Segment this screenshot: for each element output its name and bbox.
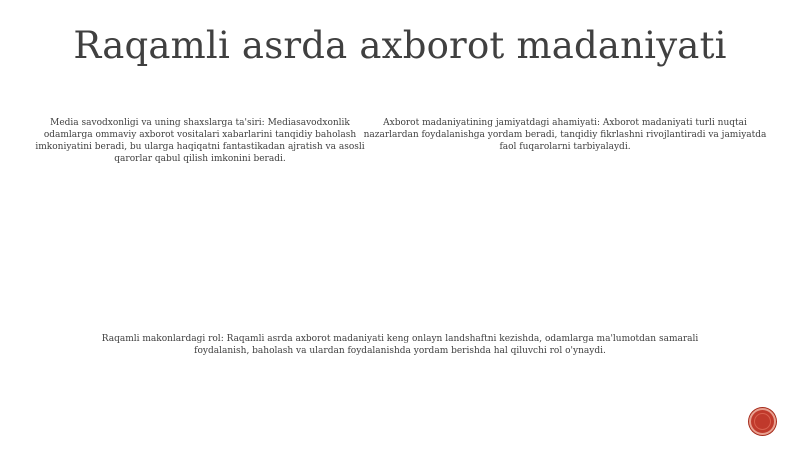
text-block-digital-spaces: Raqamli makonlardagi rol: Raqamli asrda axborot madaniyati keng onlayn landshaftni kezishda, odamlarga ma'lumotdan samarali foydalanish, baholash va ulardan foydalanishda yordam berishda hal qiluvchi rol o'ynaydi.: [101, 334, 699, 356]
slide-title: Raqamli asrda axborot madaniyati: [73, 24, 727, 67]
text-block-information-culture: Axborot madaniyatining jamiyatdagi ahamiyati: Axborot madaniyati turli nuqtai nazarlardan foydalanishga yordam beradi, tanqidiy fikrlashni rivojlantiradi va jamiyatda faol fuqarolarni tarbiyalaydi.: [363, 118, 767, 152]
text-block-media-literacy: Media savodxonligi va uning shaxslarga ta'siri: Mediasavodxonlik odamlarga ommaviy axborot vositalari xabarlarini tanqidiy baholash imkoniyatini beradi, bu ularga haqiqatni fantastikadan ajratish va asosli qarorlar qabul qilish imkonini beradi.: [35, 118, 365, 164]
next-slide-button[interactable]: [749, 408, 776, 435]
red-circle-button-icon: [754, 413, 771, 430]
